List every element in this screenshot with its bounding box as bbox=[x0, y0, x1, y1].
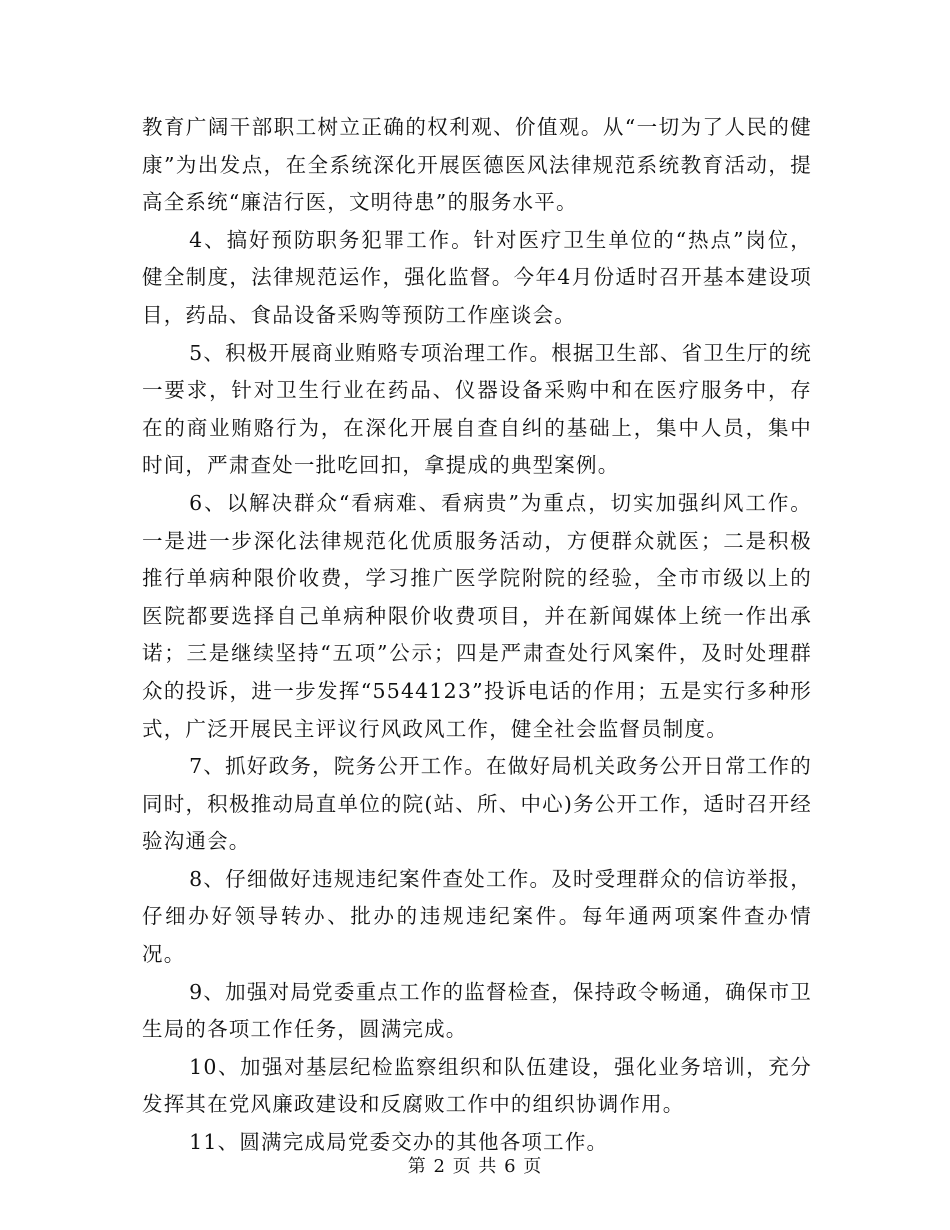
paragraph-3: 5、积极开展商业贿赂专项治理工作。根据卫生部、省卫生厅的统一要求，针对卫生行业在药品、仪器设备采购中和在医疗服务中，存在的商业贿赂行为，在深化开展自查自纠的基础上，集中人员，集中时间，严肃查处一批吃回扣，拿提成的典型案例。 bbox=[142, 340, 812, 478]
document-body bbox=[142, 109, 812, 1162]
paragraph-9: 11、圆满完成局党委交办的其他各项工作。 bbox=[189, 1130, 609, 1155]
paragraph-8: 10、加强对基层纪检监察组织和队伍建设，强化业务培训，充分发挥其在党风廉政建设和反腐败工作中的组织协调作用。 bbox=[142, 1054, 812, 1117]
paragraph-5: 7、抓好政务，院务公开工作。在做好局机关政务公开日常工作的同时，积极推动局直单位的院(站、所、中心)务公开工作，适时召开经验沟通会。 bbox=[142, 754, 812, 854]
paragraph-1: 教育广阔干部职工树立正确的权利观、价值观。从“一切为了人民的健康”为出发点，在全系统深化开展医德医风法律规范系统教育活动，提高全系统“廉洁行医，文明待患”的服务水平。 bbox=[142, 115, 812, 215]
paragraph-2: 4、搞好预防职务犯罪工作。针对医疗卫生单位的“热点”岗位，健全制度，法律规范运作，强化监督。今年4月份适时召开基本建设项目，药品、食品设备采购等预防工作座谈会。 bbox=[142, 227, 812, 327]
paragraph-6: 8、仔细做好违规违纪案件查处工作。及时受理群众的信访举报，仔细办好领导转办、批办的违规违纪案件。每年通两项案件查办情况。 bbox=[142, 866, 812, 967]
page-number-footer: 第 2 页 共 6 页 bbox=[407, 1156, 543, 1177]
paragraph-4: 6、以解决群众“看病难、看病贵”为重点，切实加强纠风工作。一是进一步深化法律规范化优质服务活动，方便群众就医；二是积极推行单病种限价收费，学习推广医学院附院的经验，全市市级以上的医院都要选择自己单病种限价收费项目，并在新闻媒体上统一作出承诺；三是继续坚持“五项”公示；四是严肃查处行风案件，及时处理群众的投诉，进一步发挥“5544123”投诉电话的作用；五是实行多种形式，广泛开展民主评议行风政风工作，健全社会监督员制度。 bbox=[142, 490, 812, 741]
paragraph-7: 9、加强对局党委重点工作的监督检查，保持政令畅通，确保市卫生局的各项工作任务，圆满完成。 bbox=[142, 979, 812, 1042]
